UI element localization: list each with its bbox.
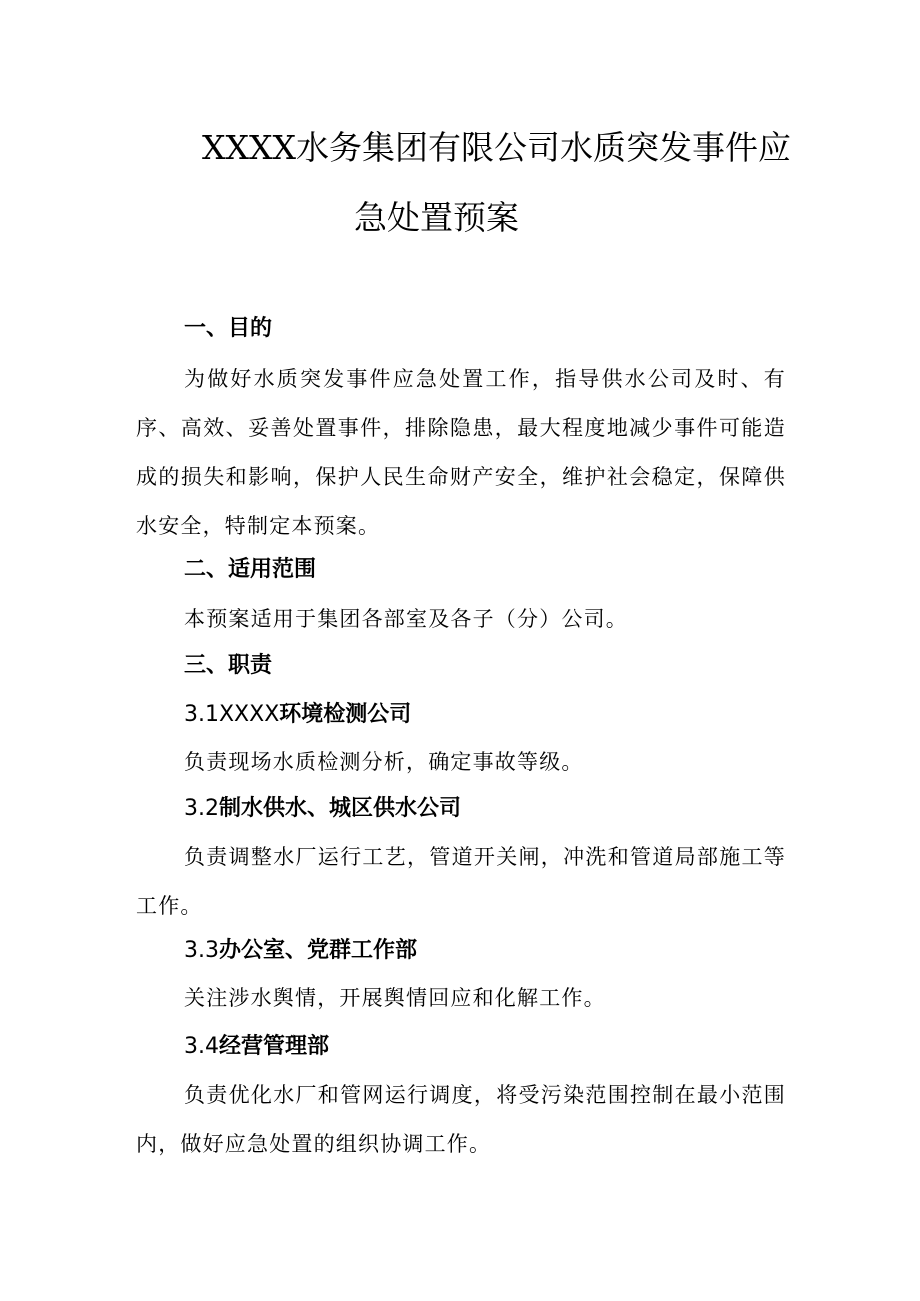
section-3-2-title: 制水供水、城区供水公司 xyxy=(219,796,462,821)
section-3-2-number: 3.2 xyxy=(184,796,219,821)
section-3-1-number: 3.1XXXX xyxy=(184,702,280,727)
section-2-body: 本预案适用于集团各部室及各子（分）公司。 xyxy=(184,607,628,631)
section-3-1-title: 环境检测公司 xyxy=(279,702,412,727)
title-rest: 水务集团有限公司水质突发事件应 xyxy=(295,128,791,167)
section-3-3-body: 关注涉水舆情，开展舆情回应和化解工作。 xyxy=(184,986,606,1010)
section-3-4-body: 负责优化水厂和管网运行调度，将受污染范围控制在最小范围内，做好应急处置的组织协调工作。 xyxy=(136,1083,786,1156)
section-3-3-title: 办公室、党群工作部 xyxy=(219,938,418,963)
section-3-heading: 三、职责 xyxy=(184,653,273,678)
section-3-4-title: 经营管理部 xyxy=(219,1034,330,1059)
section-2-heading: 二、适用范围 xyxy=(184,557,317,582)
document-title-line-1 xyxy=(0,128,920,168)
section-3-4-number: 3.4 xyxy=(184,1034,219,1059)
title-prefix: XXXX xyxy=(202,128,296,167)
section-3-4-heading xyxy=(184,1031,329,1063)
document-title-line-2: 急处置预案 xyxy=(354,198,519,237)
section-3-1-body: 负责现场水质检测分析，确定事故等级。 xyxy=(184,750,584,774)
section-3-3-heading xyxy=(184,935,417,967)
section-1-heading: 一、目的 xyxy=(184,316,273,341)
section-3-2-body: 负责调整水厂运行工艺，管道开关闸，冲洗和管道局部施工等工作。 xyxy=(136,845,786,918)
section-3-2-heading xyxy=(184,793,461,825)
section-1-body: 为做好水质突发事件应急处置工作，指导供水公司及时、有序、高效、妥善处置事件，排除隐患，最大程度地减少事件可能造成的损失和影响，保护人民生命财产安全，维护社会稳定，保障供水安全，特制定本预案。 xyxy=(136,367,786,538)
section-3-3-number: 3.3 xyxy=(184,938,219,963)
section-3-1-heading xyxy=(184,699,411,731)
